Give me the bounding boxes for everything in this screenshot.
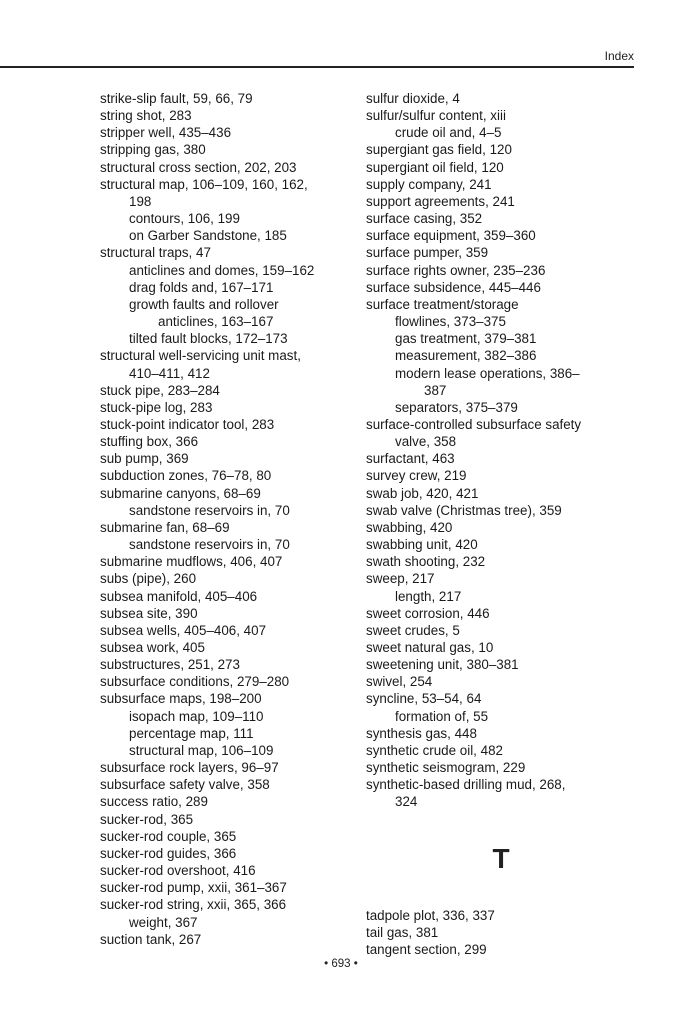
index-subentry: contours, 106, 199 [129, 211, 240, 227]
index-entry: stuck-point indicator tool, 283 [100, 416, 275, 432]
index-subentry: flowlines, 373–375 [395, 314, 506, 330]
index-entry: submarine mudflows, 406, 407 [100, 554, 283, 570]
index-subentry: gas treatment, 379–381 [395, 331, 537, 347]
index-entry: surface-controlled subsurface safety [366, 416, 582, 432]
index-entry: strike-slip fault, 59, 66, 79 [100, 91, 253, 106]
index-entry: supply company, 241 [366, 176, 492, 192]
index-entry: swath shooting, 232 [366, 554, 486, 570]
index-entry: surface subsidence, 445–446 [366, 279, 541, 295]
index-subentry: on Garber Sandstone, 185 [129, 228, 287, 244]
index-entry: string shot, 283 [100, 108, 192, 124]
index-entry: subsea site, 390 [100, 605, 198, 621]
index-entry: sucker-rod pump, xxii, 361–367 [100, 880, 287, 896]
index-entry: sucker-rod, 365 [100, 811, 194, 827]
index-entry: sweetening unit, 380–381 [366, 657, 519, 673]
index-entry: surfactant, 463 [366, 451, 455, 467]
index-entry: suction tank, 267 [100, 931, 202, 947]
index-entry: synthetic crude oil, 482 [366, 742, 503, 758]
index-entry: submarine fan, 68–69 [100, 519, 230, 535]
index-entry: synthetic seismogram, 229 [366, 760, 526, 776]
index-entry: survey crew, 219 [366, 468, 467, 484]
index-subentry: sandstone reservoirs in, 70 [129, 537, 290, 553]
index-subentry: length, 217 [395, 588, 462, 604]
index-subentry: formation of, 55 [395, 708, 489, 724]
index-column-right [366, 90, 636, 958]
index-entry: syncline, 53–54, 64 [366, 691, 482, 707]
index-entry: subs (pipe), 260 [100, 571, 197, 587]
index-entry: substructures, 251, 273 [100, 657, 240, 673]
index-entry: supergiant oil field, 120 [366, 159, 504, 175]
index-entry: subsea wells, 405–406, 407 [100, 622, 267, 638]
index-entry: subduction zones, 76–78, 80 [100, 468, 272, 484]
index-subentry: tilted fault blocks, 172–173 [129, 331, 288, 347]
index-entry: stuck pipe, 283–284 [100, 382, 220, 398]
index-entry: swab job, 420, 421 [366, 485, 479, 501]
index-subentry: weight, 367 [129, 914, 198, 930]
index-subentry: 324 [395, 794, 418, 810]
index-entry: structural cross section, 202, 203 [100, 159, 297, 175]
page-number: • 693 • [324, 958, 358, 970]
index-entry: sulfur/sulfur content, xiii [366, 108, 506, 124]
index-entry: stuck-pipe log, 283 [100, 399, 213, 415]
index-entry: swabbing, 420 [366, 519, 453, 535]
index-entry: surface pumper, 359 [366, 245, 489, 261]
index-entry: supergiant gas field, 120 [366, 142, 512, 158]
index-entry: tangent section, 299 [366, 941, 487, 957]
index-entry: subsea manifold, 405–406 [100, 588, 258, 604]
index-subentry: crude oil and, 4–5 [395, 125, 502, 141]
running-head: Index [604, 49, 634, 63]
index-entry: synthesis gas, 448 [366, 725, 477, 741]
index-entries-t [366, 907, 636, 958]
index-subentry: sandstone reservoirs in, 70 [129, 502, 290, 518]
index-entry: subsurface maps, 198–200 [100, 691, 262, 707]
index-entry: sucker-rod couple, 365 [100, 828, 237, 844]
index-column-left [100, 90, 348, 948]
index-entry: surface equipment, 359–360 [366, 228, 536, 244]
index-entry: sulfur dioxide, 4 [366, 91, 460, 106]
index-entry: subsurface safety valve, 358 [100, 777, 270, 793]
index-subentry: separators, 375–379 [395, 399, 518, 415]
index-entry: sweet crudes, 5 [366, 622, 460, 638]
index-entry: swivel, 254 [366, 674, 433, 690]
index-subentry: isopach map, 109–110 [129, 708, 264, 724]
index-entry: support agreements, 241 [366, 193, 515, 209]
index-entry: sucker-rod overshoot, 416 [100, 863, 256, 879]
index-entry: structural map, 106–109, 160, 162, [100, 176, 308, 192]
index-subentry: percentage map, 111 [129, 725, 254, 741]
index-entry: sucker-rod guides, 366 [100, 845, 237, 861]
index-subentry: valve, 358 [395, 434, 457, 450]
index-entry: structural traps, 47 [100, 245, 211, 261]
index-entry: sweep, 217 [366, 571, 435, 587]
index-entry: stripper well, 435–436 [100, 125, 232, 141]
header-rule [0, 66, 634, 68]
index-entry: sucker-rod string, xxii, 365, 366 [100, 897, 287, 913]
index-subentry: anticlines and domes, 159–162 [129, 262, 315, 278]
index-subentry: measurement, 382–386 [395, 348, 537, 364]
index-subentry: anticlines, 163–167 [158, 314, 274, 330]
index-subentry: 410–411, 412 [129, 365, 210, 381]
index-entry: sub pump, 369 [100, 451, 189, 467]
index-entry: surface treatment/storage [366, 296, 519, 312]
index-entry: stripping gas, 380 [100, 142, 206, 158]
index-entry: subsurface rock layers, 96–97 [100, 760, 279, 776]
index-subentry: structural map, 106–109 [129, 742, 274, 758]
index-entry: tadpole plot, 336, 337 [366, 907, 495, 923]
index-entry: surface rights owner, 235–236 [366, 262, 546, 278]
index-entry: swab valve (Christmas tree), 359 [366, 502, 562, 518]
index-subentry: modern lease operations, 386– [395, 365, 580, 381]
index-entry: subsea work, 405 [100, 640, 205, 655]
index-entry: success ratio, 289 [100, 794, 208, 810]
index-entry: tail gas, 381 [366, 924, 439, 940]
index-subentry: 198 [129, 193, 152, 209]
index-entry: sweet corrosion, 446 [366, 605, 490, 621]
index-entry: sweet natural gas, 10 [366, 640, 494, 655]
index-entries-s [366, 90, 636, 811]
index-entry: structural well-servicing unit mast, [100, 348, 301, 364]
index-entry: surface casing, 352 [366, 211, 483, 227]
index-subentry: 387 [424, 382, 447, 398]
index-entry: stuffing box, 366 [100, 434, 199, 450]
index-entry: swabbing unit, 420 [366, 537, 478, 553]
index-subentry: growth faults and rollover [129, 296, 279, 312]
section-letter-heading: T [492, 842, 510, 874]
index-entry: submarine canyons, 68–69 [100, 485, 261, 501]
index-subentry: drag folds and, 167–171 [129, 279, 274, 295]
index-entry: synthetic-based drilling mud, 268, [366, 777, 566, 793]
index-entry: subsurface conditions, 279–280 [100, 674, 290, 690]
